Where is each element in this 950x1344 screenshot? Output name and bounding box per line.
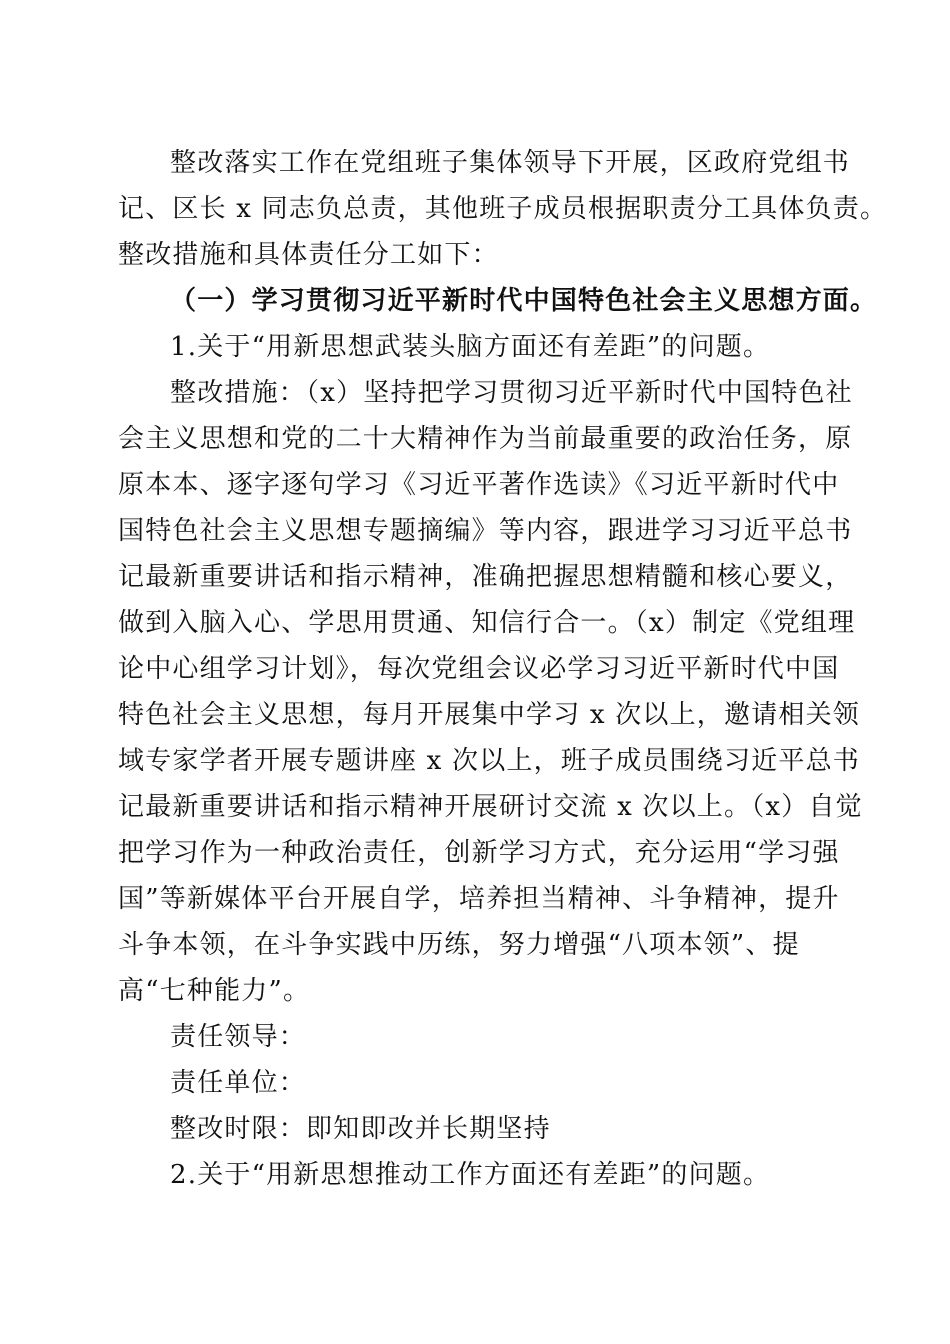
measures-line-4: 国特色社会主义思想专题摘编》等内容，跟进学习习近平总书	[118, 516, 853, 546]
measures-line-8: 特色社会主义思想，每月开展集中学习 x 次以上，邀请相关领	[118, 700, 860, 730]
measures-line-14: 高“七种能力”。	[118, 976, 311, 1006]
responsible-unit: 责任单位：	[170, 1068, 307, 1098]
measures-line-5: 记最新重要讲话和指示精神，准确把握思想精髓和核心要义，	[118, 562, 853, 592]
measures-line-13: 斗争本领，在斗争实践中历练，努力增强“八项本领”、提	[118, 930, 800, 960]
measures-line-11: 把学习作为一种政治责任，创新学习方式，充分运用“学习强	[118, 838, 840, 868]
measures-line-9: 域专家学者开展专题讲座 x 次以上，班子成员围绕习近平总书	[118, 746, 860, 776]
item-2-title: 2.关于“用新思想推动工作方面还有差距”的问题。	[170, 1160, 771, 1190]
measures-line-6: 做到入脑入心、学思用贯通、知信行合一。（x）制定《党组理	[118, 608, 856, 638]
measures-line-3: 原本本、逐字逐句学习《习近平著作选读》《习近平新时代中	[118, 470, 840, 500]
intro-line-1: 整改落实工作在党组班子集体领导下开展，区政府党组书	[170, 148, 851, 178]
measures-line-2: 会主义思想和党的二十大精神作为当前最重要的政治任务，原	[118, 424, 853, 454]
responsible-leader: 责任领导：	[170, 1022, 307, 1052]
intro-line-3: 整改措施和具体责任分工如下：	[118, 240, 499, 270]
deadline: 整改时限：即知即改并长期坚持	[170, 1114, 551, 1144]
intro-line-2: 记、区长 x 同志负总责，其他班子成员根据职责分工具体负责。	[118, 194, 888, 224]
measures-line-7: 论中心组学习计划》，每次党组会议必学习习近平新时代中国	[118, 654, 840, 684]
measures-line-10: 记最新重要讲话和指示精神开展研讨交流 x 次以上。（x）自觉	[118, 792, 863, 822]
section-heading: （一）学习贯彻习近平新时代中国特色社会主义思想方面。	[170, 286, 878, 316]
measures-line-12: 国”等新媒体平台开展自学，培养担当精神、斗争精神，提升	[118, 884, 840, 914]
measures-line-1: 整改措施：（x）坚持把学习贯彻习近平新时代中国特色社	[170, 378, 853, 408]
item-1-title: 1.关于“用新思想武装头脑方面还有差距”的问题。	[170, 332, 771, 362]
